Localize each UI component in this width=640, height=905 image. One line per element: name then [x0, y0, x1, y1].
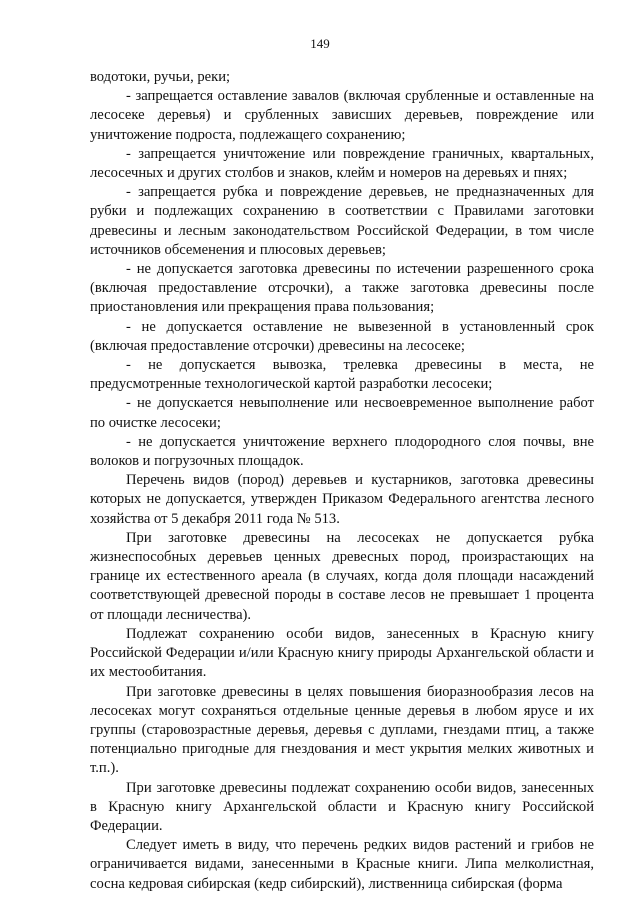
- list-item-skidding-places: - не допускается вывозка, трелевка древесины в места, не предусмотренные технологической картой разработки лесосеки;: [90, 357, 594, 393]
- list-item-expired-term: - не допускается заготовка древесины по истечении разрешенного срока (включая предоставление отсрочки), а также заготовка древесины после приостановления или прекращения права пользования;: [90, 261, 594, 316]
- paragraph-species-list: Перечень видов (пород) деревьев и кустарников, заготовка древесины которых не допускается, утвержден Приказом Федерального агентства лесного хозяйства от 5 декабря 2011 года № 513.: [90, 472, 594, 527]
- paragraph-red-book-preservation: При заготовке древесины подлежат сохранению особи видов, занесенных в Красную книгу Архангельской области и Красную книгу Российской Федерации.: [90, 779, 594, 834]
- page-number: 149: [310, 36, 330, 51]
- list-item-protected-trees: - запрещается рубка и повреждение деревьев, не предназначенных для рубки и подлежащих сохранению в соответствии с Правилами заготовки древесины и лесным законодательством Российской Федерации, в том числе источников обсеменения и плюсовых деревьев;: [90, 184, 594, 258]
- list-item-cleanup: - не допускается невыполнение или несвоевременное выполнение работ по очистке лесосеки;: [90, 395, 594, 431]
- paragraph-rare-species: Следует иметь в виду, что перечень редких видов растений и грибов не ограничивается видами, занесенными в Красные книги. Липа мелколистная, сосна кедровая сибирская (кедр сибирский), лиственница сибирская (форма: [90, 837, 594, 892]
- list-item-boundary-markers: - запрещается уничтожение или повреждение граничных, квартальных, лесосечных и других столбов и знаков, клейм и номеров на деревьях и пнях;: [90, 145, 594, 182]
- list-item-topsoil: - не допускается уничтожение верхнего плодородного слоя почвы, вне волоков и погрузочных площадок.: [90, 433, 594, 470]
- list-item-unremoved-timber: - не допускается оставление не вывезенной в установленный срок (включая предоставление отсрочки) древесины на лесосеке;: [90, 318, 594, 354]
- paragraph-biodiversity: При заготовке древесины в целях повышения биоразнообразия лесов на лесосеках могут сохраняться отдельные ценные деревья в любом ярусе и их группы (старовозрастные деревья, деревья с дуплами, гнездами птиц, а также потенциально пригодные для гнездования и мест укрытия мелких животных и т.п.).: [90, 683, 594, 777]
- paragraph-range-boundary: При заготовке древесины на лесосеках не допускается рубка жизнеспособных деревьев ценных древесных пород, произрастающих на границе их естественного ареала (в случаях, когда доля площади насаждений соответствующей древесной породы в составе лесов не превышает 1 процента от площади лесничества).: [90, 529, 594, 623]
- paragraph-continuation: водотоки, ручьи, реки;: [90, 69, 231, 85]
- list-item-logging-debris: - запрещается оставление завалов (включая срубленные и оставленные на лесосеке деревья) и срубленных зависших деревьев, повреждение или уничтожение подроста, подлежащего сохранению;: [90, 88, 594, 143]
- body-text: [90, 68, 594, 894]
- paragraph-red-book-species: Подлежат сохранению особи видов, занесенных в Красную книгу Российской Федерации и/или Красную книгу природы Архангельской области и их местообитания.: [90, 625, 594, 681]
